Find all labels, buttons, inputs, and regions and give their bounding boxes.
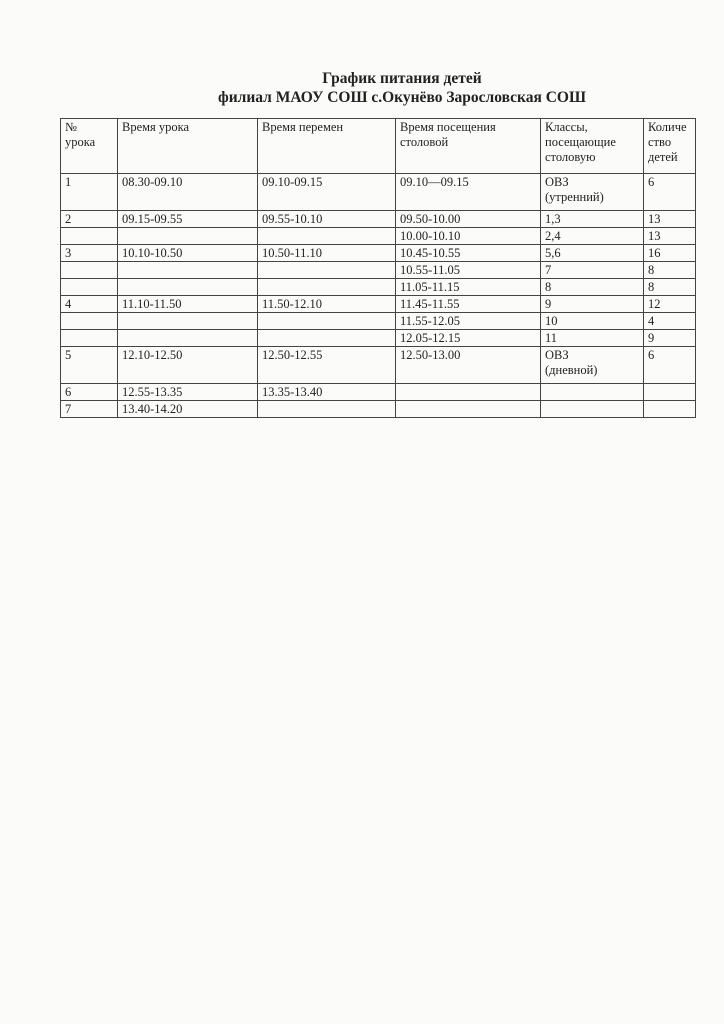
cell-break-time: 09.10-09.15 [258,174,396,211]
table-header-row [61,119,696,174]
table-row [61,279,696,296]
cell-break-time [258,228,396,245]
table-row [61,401,696,418]
table-row [61,262,696,279]
table-row [61,296,696,313]
cell-lesson-number: 1 [61,174,118,211]
table-row [61,384,696,401]
cell-children-count: 8 [644,262,696,279]
meal-schedule-table [60,118,696,418]
cell-canteen-time: 10.55-11.05 [396,262,541,279]
cell-classes: 5,6 [541,245,644,262]
cell-canteen-time: 11.05-11.15 [396,279,541,296]
cell-lesson-number [61,279,118,296]
table-row [61,313,696,330]
cell-canteen-time: 11.55-12.05 [396,313,541,330]
cell-canteen-time: 11.45-11.55 [396,296,541,313]
cell-break-time: 11.50-12.10 [258,296,396,313]
cell-break-time: 13.35-13.40 [258,384,396,401]
header-break-time: Время перемен [258,119,396,174]
table-row [61,330,696,347]
cell-canteen-time: 09.50-10.00 [396,211,541,228]
cell-classes: ОВЗ (утренний) [541,174,644,211]
cell-children-count: 9 [644,330,696,347]
cell-children-count [644,401,696,418]
cell-canteen-time: 12.05-12.15 [396,330,541,347]
header-lesson-time: Время урока [118,119,258,174]
header-lesson-number: № урока [61,119,118,174]
cell-lesson-number [61,262,118,279]
cell-break-time: 10.50-11.10 [258,245,396,262]
cell-lesson-number: 2 [61,211,118,228]
cell-canteen-time: 12.50-13.00 [396,347,541,384]
cell-lesson-number: 4 [61,296,118,313]
cell-canteen-time: 10.45-10.55 [396,245,541,262]
cell-children-count: 12 [644,296,696,313]
cell-lesson-time [118,228,258,245]
cell-classes: 7 [541,262,644,279]
cell-classes: 11 [541,330,644,347]
cell-children-count: 13 [644,211,696,228]
cell-lesson-time: 13.40-14.20 [118,401,258,418]
cell-children-count: 4 [644,313,696,330]
cell-lesson-time [118,313,258,330]
cell-lesson-time [118,279,258,296]
header-classes: Классы, посещающие столовую [541,119,644,174]
cell-classes: ОВЗ (дневной) [541,347,644,384]
cell-children-count: 6 [644,174,696,211]
header-canteen-time: Время посещения столовой [396,119,541,174]
cell-lesson-time: 11.10-11.50 [118,296,258,313]
cell-break-time [258,401,396,418]
cell-lesson-number: 5 [61,347,118,384]
cell-canteen-time [396,384,541,401]
cell-break-time: 12.50-12.55 [258,347,396,384]
cell-canteen-time: 09.10—09.15 [396,174,541,211]
cell-break-time [258,279,396,296]
cell-classes: 2,4 [541,228,644,245]
table-row [61,228,696,245]
cell-classes: 8 [541,279,644,296]
cell-lesson-time [118,330,258,347]
cell-classes [541,401,644,418]
cell-canteen-time [396,401,541,418]
cell-lesson-time: 10.10-10.50 [118,245,258,262]
cell-lesson-time: 09.15-09.55 [118,211,258,228]
cell-classes: 10 [541,313,644,330]
document-subtitle: филиал МАОУ СОШ с.Окунёво Зарословская СОШ [217,89,586,106]
cell-children-count: 6 [644,347,696,384]
cell-classes [541,384,644,401]
cell-children-count: 16 [644,245,696,262]
cell-lesson-time: 08.30-09.10 [118,174,258,211]
cell-children-count [644,384,696,401]
cell-break-time [258,313,396,330]
table-row [61,245,696,262]
cell-lesson-time: 12.55-13.35 [118,384,258,401]
cell-lesson-number [61,228,118,245]
cell-lesson-number: 3 [61,245,118,262]
cell-classes: 9 [541,296,644,313]
cell-break-time [258,330,396,347]
cell-lesson-number: 6 [61,384,118,401]
cell-classes: 1,3 [541,211,644,228]
document-title: График питания детей [322,70,482,87]
cell-break-time [258,262,396,279]
header-children-count: Количе ство детей [644,119,696,174]
cell-lesson-time [118,262,258,279]
cell-lesson-number [61,313,118,330]
table-row [61,211,696,228]
cell-lesson-number [61,330,118,347]
cell-canteen-time: 10.00-10.10 [396,228,541,245]
cell-children-count: 13 [644,228,696,245]
table-row [61,174,696,211]
table-row [61,347,696,384]
cell-lesson-time: 12.10-12.50 [118,347,258,384]
cell-children-count: 8 [644,279,696,296]
cell-lesson-number: 7 [61,401,118,418]
cell-break-time: 09.55-10.10 [258,211,396,228]
